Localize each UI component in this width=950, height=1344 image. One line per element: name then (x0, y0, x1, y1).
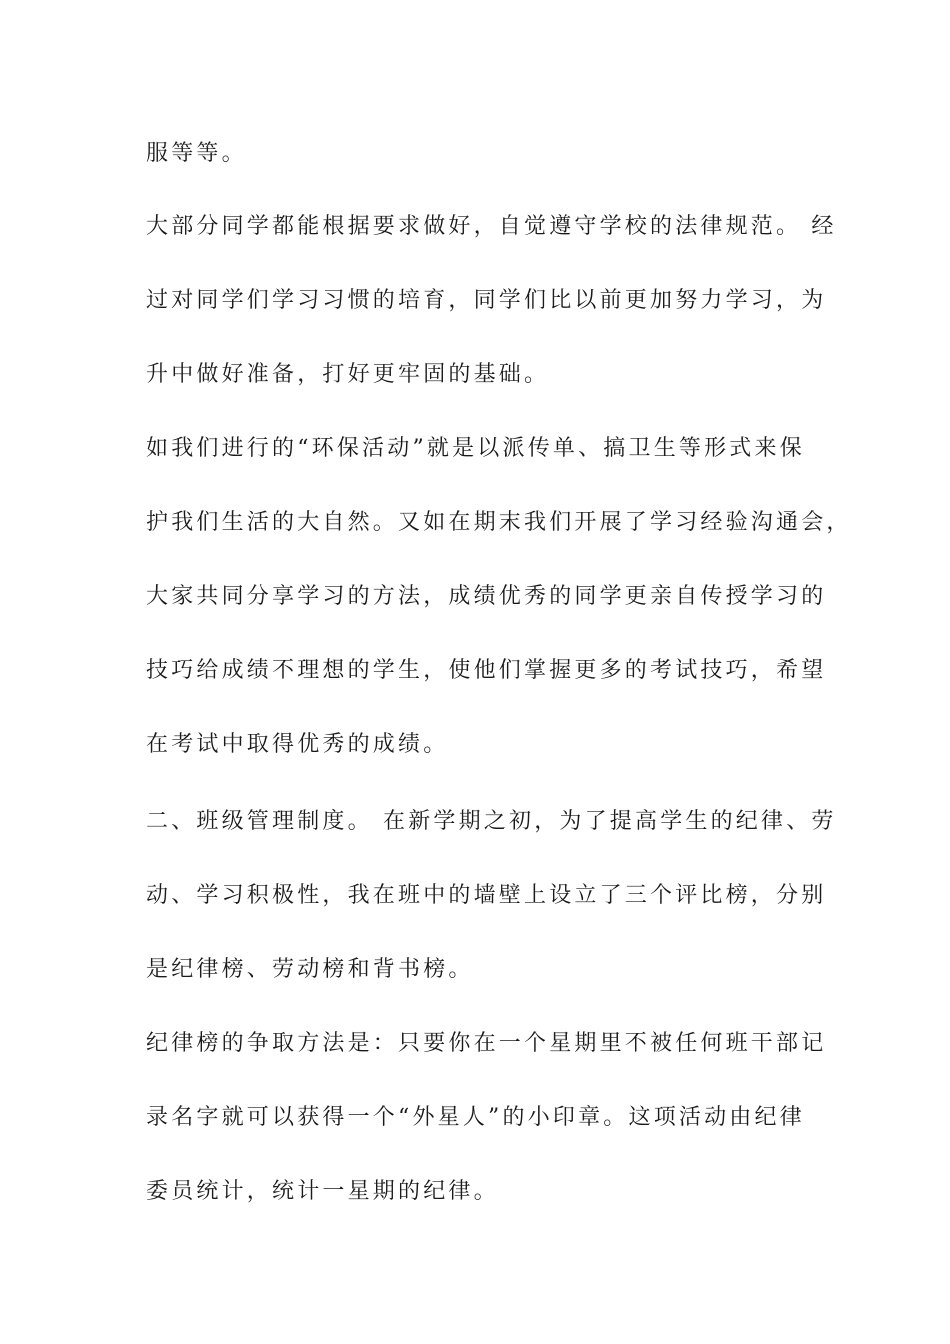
text-line: 录名字就可以获得一个“外星人”的小印章。这项活动由纪律 (146, 1105, 805, 1130)
text-line: 动、学习积极性，我在班中的墙壁上设立了三个评比榜，分别 (146, 883, 827, 908)
text-line: 过对同学们学习习惯的培育，同学们比以前更加努力学习，为 (146, 288, 827, 313)
text-line: 二、班级管理制度。 在新学期之初，为了提高学生的纪律、劳 (146, 809, 837, 834)
text-line: 护我们生活的大自然。又如在期末我们开展了学习经验沟通会， (146, 510, 852, 535)
text-line: 服等等。 (146, 141, 247, 166)
text-line: 在考试中取得优秀的成绩。 (146, 732, 449, 757)
text-line: 委员统计，统计一星期的纪律。 (146, 1179, 499, 1204)
text-line: 升中做好准备，打好更牢固的基础。 (146, 362, 550, 387)
text-line: 大家共同分享学习的方法，成绩优秀的同学更亲自传授学习的 (146, 584, 827, 609)
text-line: 纪律榜的争取方法是：只要你在一个星期里不被任何班干部记 (146, 1031, 827, 1056)
text-line: 如我们进行的“环保活动”就是以派传单、搞卫生等形式来保 (146, 436, 805, 461)
text-line: 是纪律榜、劳动榜和背书榜。 (146, 957, 474, 982)
text-line: 大部分同学都能根据要求做好，自觉遵守学校的法律规范。 经 (146, 214, 837, 239)
text-line: 技巧给成绩不理想的学生，使他们掌握更多的考试技巧，希望 (146, 658, 827, 683)
